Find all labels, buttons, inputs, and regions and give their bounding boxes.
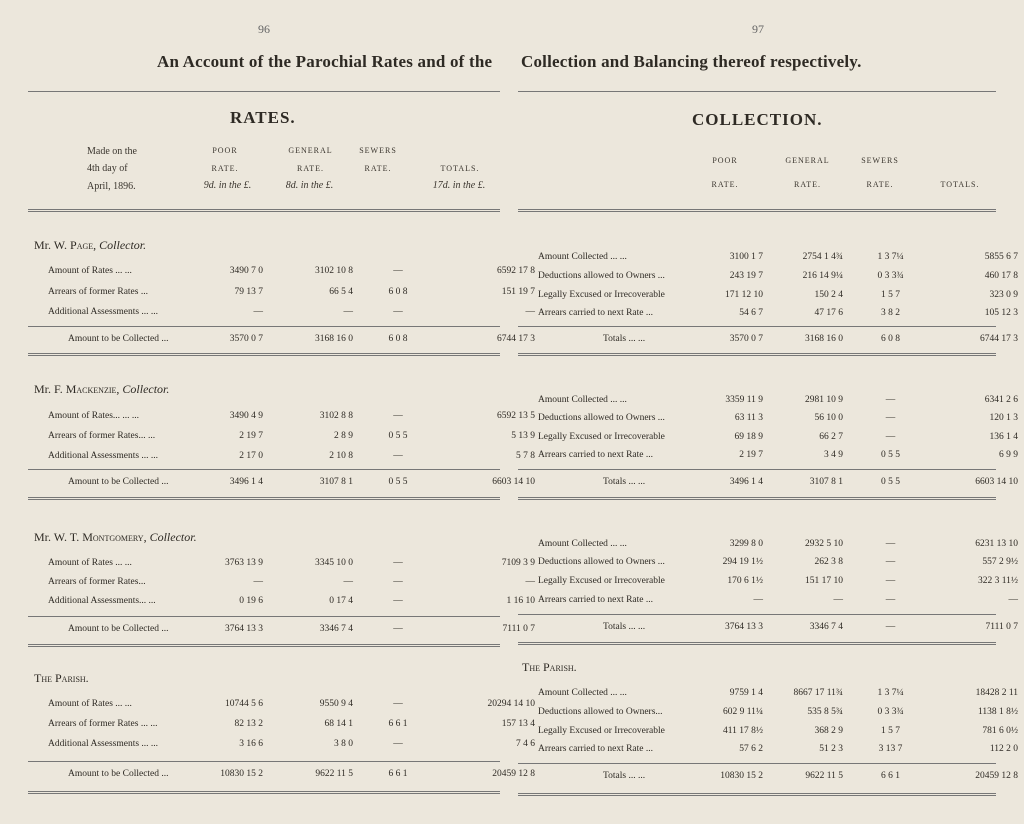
general-rate-value: —	[343, 307, 353, 317]
sewers-rate-value: 1 5 7	[881, 290, 900, 300]
row-label: Arrears of former Rates ...	[48, 287, 148, 297]
sewers-rate-value: —	[393, 307, 403, 317]
sewers-rate-value: —	[885, 395, 896, 405]
table-row	[538, 707, 1018, 722]
poor-rate-value: —	[253, 577, 263, 587]
row-label: Deductions allowed to Owners ...	[538, 413, 665, 423]
row-label: Legally Excused or Irrecoverable	[538, 290, 665, 300]
collector-name: Page,	[70, 238, 97, 252]
table-row	[538, 432, 1018, 447]
poor-rate-header-2: RATE.	[211, 164, 239, 173]
table-row	[538, 539, 1018, 554]
row-label: Additional Assessments ... ...	[48, 451, 159, 461]
total-value: 6603 14 10	[492, 477, 535, 487]
general-rate-value: 151 17 10	[805, 576, 843, 586]
general-rate-value: 368 2 9	[814, 726, 843, 736]
general-rate-value: 66 2 7	[819, 432, 843, 442]
divider	[518, 353, 996, 356]
divider	[518, 469, 996, 470]
collector-name: Montgomery,	[82, 530, 147, 544]
table-row	[48, 307, 535, 322]
total-value: 112 2 0	[989, 744, 1018, 754]
total-row-label: Totals ... ...	[603, 477, 646, 487]
row-label: Amount of Rates ... ...	[48, 266, 132, 276]
collector-role: Collector.	[149, 530, 197, 544]
sewers-rate-value: 6 0 8	[388, 287, 408, 297]
poor-rate-value: 3496 1 4	[729, 477, 763, 487]
row-label: Deductions allowed to Owners...	[538, 707, 663, 717]
general-rate-amount: 8d. in the £.	[285, 180, 334, 191]
total-value: 5 13 9	[511, 431, 535, 441]
sewers-rate-value: 0 3 3¾	[877, 271, 904, 281]
totals-header: TOTALS.	[440, 164, 480, 173]
row-label: Amount Collected ... ...	[538, 688, 627, 698]
poor-rate-value: 10830 15 2	[220, 769, 263, 779]
total-row	[603, 622, 1018, 637]
general-rate-header-2: RATE.	[794, 180, 821, 189]
table-row	[48, 596, 535, 611]
poor-rate-value: 10830 15 2	[720, 771, 763, 781]
total-value: 7 4 6	[516, 739, 535, 749]
general-rate-value: 9622 11 5	[805, 771, 843, 781]
sewers-rate-value: —	[393, 266, 403, 276]
general-rate-value: 3102 8 8	[319, 411, 353, 421]
table-row	[48, 577, 535, 592]
row-label: Arrears of former Rates...	[48, 577, 146, 587]
rates-heading: RATES.	[230, 108, 296, 127]
divider	[28, 326, 500, 327]
sewers-rate-value: —	[885, 576, 896, 586]
general-rate-value: 47 17 6	[814, 308, 843, 318]
total-value: —	[525, 577, 535, 587]
total-value: 557 2 9½	[982, 557, 1018, 567]
collector-role: Collector.	[99, 238, 147, 252]
general-rate-value: 3102 10 8	[315, 266, 353, 276]
sewers-rate-value: 1 3 7¼	[877, 688, 904, 698]
header-divider-left	[28, 209, 500, 212]
poor-rate-value: 294 19 1½	[722, 557, 763, 567]
total-value: 6341 2 6	[984, 395, 1018, 405]
divider	[28, 761, 500, 762]
table-row	[48, 411, 535, 426]
general-rate-value: 9550 9 4	[319, 699, 353, 709]
sewers-rate-value: 0 5 5	[388, 477, 408, 487]
divider	[518, 497, 996, 500]
total-row-label: Totals ... ...	[603, 334, 646, 344]
general-rate-value: 3168 16 0	[315, 334, 353, 344]
total-row	[68, 334, 535, 349]
collection-heading: COLLECTION.	[692, 110, 823, 129]
sewers-rate-value: —	[885, 595, 896, 605]
divider	[518, 326, 996, 327]
sewers-rate-value: —	[885, 432, 896, 442]
total-value: 20459 12 8	[492, 769, 535, 779]
page-title-right: Collection and Balancing thereof respectively.	[521, 52, 862, 71]
sewers-rate-value: —	[393, 451, 403, 461]
poor-rate-value: 63 11 3	[734, 413, 763, 423]
poor-rate-value: 54 6 7	[739, 308, 763, 318]
general-rate-value: —	[343, 577, 353, 587]
poor-rate-value: —	[253, 307, 263, 317]
table-row	[48, 739, 535, 754]
poor-rate-value: 10744 5 6	[225, 699, 263, 709]
general-rate-header-2: RATE.	[297, 164, 324, 173]
sewers-rate-value: 6 6 1	[388, 769, 408, 779]
sewers-rate-value: 6 6 1	[881, 771, 900, 781]
divider	[518, 763, 996, 764]
table-row	[538, 271, 1018, 286]
table-row	[538, 395, 1018, 410]
sewers-rate-value: 6 6 1	[388, 719, 408, 729]
total-value: 7109 3 9	[501, 558, 535, 568]
poor-rate-value: 2 19 7	[239, 431, 263, 441]
total-row	[603, 477, 1018, 492]
divider	[518, 614, 996, 615]
row-label: Arrears carried to next Rate ...	[538, 450, 654, 460]
total-value: 323 0 9	[989, 290, 1018, 300]
poor-rate-value: 2 17 0	[239, 451, 263, 461]
total-row	[68, 769, 535, 784]
poor-rate-value: 82 13 2	[234, 719, 263, 729]
total-row-label: Totals ... ...	[603, 622, 646, 632]
total-row	[68, 624, 535, 639]
page-number-left: 96	[258, 22, 270, 36]
general-rate-value: 3107 8 1	[319, 477, 353, 487]
total-value: 7111 0 7	[502, 624, 535, 634]
sewers-rate-value: —	[393, 739, 403, 749]
general-rate-value: 262 3 8	[814, 557, 843, 567]
poor-rate-value: 3570 0 7	[229, 334, 263, 344]
total-value: —	[525, 307, 535, 317]
table-row	[538, 413, 1018, 428]
general-rate-value: 0 17 4	[329, 596, 353, 606]
general-rate-value: 2981 10 9	[805, 395, 843, 405]
sewers-rate-header: SEWERS	[359, 146, 397, 155]
sewers-rate-header-2: RATE.	[364, 164, 392, 173]
divider	[28, 791, 500, 794]
sewers-rate-value: —	[885, 557, 896, 567]
sewers-rate-value: 0 5 5	[881, 450, 900, 460]
total-value: 322 3 11½	[977, 576, 1018, 586]
table-row	[538, 688, 1018, 703]
poor-rate-value: 3359 11 9	[725, 395, 763, 405]
made-on-label: Made on the	[87, 146, 137, 157]
row-label: Deductions allowed to Owners ...	[538, 271, 665, 281]
poor-rate-value: 0 19 6	[239, 596, 263, 606]
poor-rate-value: 243 19 7	[729, 271, 763, 281]
divider	[518, 793, 996, 796]
parish-heading-label: The Parish.	[522, 660, 577, 674]
sewers-rate-value: 0 3 3¾	[877, 707, 904, 717]
table-row	[48, 431, 535, 446]
collector-name: Mackenzie,	[65, 382, 120, 396]
poor-rate-value: 3764 13 3	[225, 624, 263, 634]
row-label: Arrears carried to next Rate ...	[538, 744, 654, 754]
row-label: Amount Collected ... ...	[538, 252, 627, 262]
sewers-rate-value: —	[885, 413, 896, 423]
table-row	[538, 290, 1018, 305]
general-rate-value: 535 8 5¾	[807, 707, 843, 717]
row-label: Arrears carried to next Rate ...	[538, 308, 654, 318]
total-row	[603, 771, 1018, 786]
total-value: 5 7 8	[516, 451, 535, 461]
collector-heading	[34, 530, 197, 545]
poor-rate-value: 3 16 6	[239, 739, 263, 749]
general-rate-value: 2 10 8	[329, 451, 353, 461]
poor-rate-value: 3496 1 4	[229, 477, 263, 487]
poor-rate-value: 411 17 8½	[722, 726, 763, 736]
general-rate-value: 56 10 0	[814, 413, 843, 423]
table-row	[538, 308, 1018, 323]
general-rate-value: 3107 8 1	[809, 477, 843, 487]
poor-rate-value: 171 12 10	[725, 290, 763, 300]
general-rate-value: 3168 16 0	[805, 334, 843, 344]
poor-rate-value: 3490 4 9	[229, 411, 263, 421]
row-label: Deductions allowed to Owners ...	[538, 557, 665, 567]
collector-prefix: Mr. F.	[34, 382, 66, 396]
total-row-label: Amount to be Collected ...	[68, 477, 169, 487]
general-rate-value: 8667 17 11¾	[793, 688, 843, 698]
divider	[28, 497, 500, 500]
sewers-rate-value: —	[393, 577, 403, 587]
table-row	[48, 287, 535, 302]
divider	[28, 469, 500, 470]
sewers-rate-value: 3 13 7	[878, 744, 903, 754]
total-value: 6 9 9	[999, 450, 1018, 460]
row-label: Amount of Rates... ... ...	[48, 411, 140, 421]
title-divider-right	[518, 91, 996, 92]
general-rate-value: 3346 7 4	[319, 624, 353, 634]
general-rate-value: 3 4 9	[824, 450, 843, 460]
poor-rate-value: 79 13 7	[234, 287, 263, 297]
totals-rate-amount: 17d. in the £.	[432, 180, 486, 191]
total-row	[603, 334, 1018, 349]
row-label: Arrears of former Rates... ...	[48, 431, 156, 441]
table-row	[48, 699, 535, 714]
total-value: 20294 14 10	[487, 699, 535, 709]
total-value: 7111 0 7	[985, 622, 1018, 632]
general-rate-value: 3346 7 4	[809, 622, 843, 632]
total-value: 151 19 7	[501, 287, 535, 297]
row-label: Amount of Rates ... ...	[48, 699, 132, 709]
sewers-rate-value: 6 0 8	[388, 334, 408, 344]
total-value: 105 12 3	[984, 308, 1018, 318]
general-rate-value: 9622 11 5	[315, 769, 353, 779]
total-value: 6231 13 10	[975, 539, 1018, 549]
table-row	[538, 557, 1018, 572]
row-label: Legally Excused or Irrecoverable	[538, 432, 665, 442]
table-row	[48, 719, 535, 734]
poor-rate-header-2: RATE.	[711, 180, 739, 189]
sewers-rate-value: 1 5 7	[881, 726, 900, 736]
general-rate-value: 3 8 0	[334, 739, 353, 749]
table-row	[538, 576, 1018, 591]
general-rate-value: 68 14 1	[324, 719, 353, 729]
general-rate-value: 2 8 9	[334, 431, 353, 441]
sewers-rate-header: SEWERS	[861, 156, 899, 165]
total-value: 157 13 4	[501, 719, 535, 729]
general-rate-value: 2754 1 4¾	[802, 252, 843, 262]
table-row	[48, 266, 535, 281]
general-rate-value: 66 5 4	[329, 287, 353, 297]
table-row	[538, 450, 1018, 465]
general-rate-value: 150 2 4	[814, 290, 843, 300]
poor-rate-value: 69 18 9	[734, 432, 763, 442]
sewers-rate-value: 0 5 5	[881, 477, 900, 487]
sewers-rate-value: 0 5 5	[388, 431, 408, 441]
totals-header: TOTALS.	[940, 180, 980, 189]
made-on-date-day: 4th day of	[87, 163, 128, 174]
row-label: Arrears of former Rates ... ...	[48, 719, 158, 729]
total-value: 120 1 3	[989, 413, 1018, 423]
sewers-rate-value: 1 3 7¼	[877, 252, 904, 262]
poor-rate-value: 3763 13 9	[225, 558, 263, 568]
poor-rate-header: POOR	[212, 146, 238, 155]
collector-heading	[34, 238, 146, 253]
row-label: Additional Assessments... ...	[48, 596, 156, 606]
table-row	[538, 744, 1018, 759]
sewers-rate-header-2: RATE.	[866, 180, 894, 189]
poor-rate-value: 3570 0 7	[729, 334, 763, 344]
collector-prefix: Mr. W. T.	[34, 530, 83, 544]
total-row-label: Amount to be Collected ...	[68, 769, 169, 779]
sewers-rate-value: —	[393, 558, 403, 568]
row-label: Additional Assessments ... ...	[48, 307, 159, 317]
poor-rate-value: 3299 8 0	[729, 539, 763, 549]
divider	[28, 644, 500, 647]
divider	[28, 353, 500, 356]
row-label: Legally Excused or Irrecoverable	[538, 576, 665, 586]
table-row	[538, 726, 1018, 741]
total-value: 5855 6 7	[984, 252, 1018, 262]
sewers-rate-value: —	[393, 624, 403, 634]
poor-rate-value: 2 19 7	[739, 450, 763, 460]
general-rate-header: GENERAL	[288, 146, 333, 155]
row-label: Additional Assessments ... ...	[48, 739, 159, 749]
parish-heading	[522, 660, 577, 675]
total-value: 460 17 8	[984, 271, 1018, 281]
poor-rate-value: 170 6 1½	[727, 576, 763, 586]
table-row	[48, 558, 535, 573]
table-row	[538, 252, 1018, 267]
divider	[28, 616, 500, 617]
sewers-rate-value: —	[393, 411, 403, 421]
poor-rate-amount: 9d. in the £.	[203, 180, 252, 191]
total-row-label: Amount to be Collected ...	[68, 624, 169, 634]
total-value: 1 16 10	[506, 596, 535, 606]
row-label: Legally Excused or Irrecoverable	[538, 726, 665, 736]
total-value: 6592 17 8	[497, 266, 535, 276]
poor-rate-value: 57 6 2	[739, 744, 763, 754]
title-divider-left	[28, 91, 500, 92]
collector-heading	[34, 671, 89, 686]
sewers-rate-value: 3 8 2	[881, 308, 900, 318]
total-value: 1138 1 8½	[977, 707, 1018, 717]
page-number-right: 97	[752, 22, 764, 36]
general-rate-value: 216 14 9¼	[802, 271, 843, 281]
table-row	[48, 451, 535, 466]
header-divider-right	[518, 209, 996, 212]
poor-rate-value: 3100 1 7	[729, 252, 763, 262]
collector-heading	[34, 382, 169, 397]
sewers-rate-value: 6 0 8	[881, 334, 900, 344]
total-value: 6603 14 10	[975, 477, 1018, 487]
poor-rate-value: 3764 13 3	[725, 622, 763, 632]
general-rate-value: 3345 10 0	[315, 558, 353, 568]
sewers-rate-value: —	[885, 622, 896, 632]
sewers-rate-value: —	[885, 539, 896, 549]
collector-role: Collector.	[122, 382, 170, 396]
general-rate-value: —	[833, 595, 843, 605]
poor-rate-value: 9759 1 4	[729, 688, 763, 698]
general-rate-value: 2932 5 10	[805, 539, 843, 549]
poor-rate-value: —	[753, 595, 763, 605]
sewers-rate-value: —	[393, 596, 403, 606]
total-row-label: Amount to be Collected ...	[68, 334, 169, 344]
general-rate-value: 51 2 3	[819, 744, 843, 754]
general-rate-header: GENERAL	[785, 156, 830, 165]
poor-rate-value: 3490 7 0	[229, 266, 263, 276]
total-value: 6744 17 3	[980, 334, 1018, 344]
total-value: 781 6 0½	[982, 726, 1018, 736]
total-value: 18428 2 11	[975, 688, 1018, 698]
collector-prefix: Mr. W.	[34, 238, 71, 252]
poor-rate-value: 602 9 11¼	[722, 707, 763, 717]
row-label: Amount of Rates ... ...	[48, 558, 132, 568]
total-value: 20459 12 8	[975, 771, 1018, 781]
sewers-rate-value: —	[393, 699, 403, 709]
total-row	[68, 477, 535, 492]
total-row-label: Totals ... ...	[603, 771, 646, 781]
total-value: 6592 13 5	[497, 411, 535, 421]
total-value: 6744 17 3	[497, 334, 535, 344]
parish-heading: The Parish.	[34, 671, 89, 685]
table-row	[538, 595, 1018, 610]
made-on-date-year: April, 1896.	[87, 181, 136, 192]
total-value: 136 1 4	[989, 432, 1018, 442]
row-label: Arrears carried to next Rate ...	[538, 595, 654, 605]
row-label: Amount Collected ... ...	[538, 395, 627, 405]
total-value: —	[1008, 595, 1018, 605]
poor-rate-header: POOR	[712, 156, 738, 165]
row-label: Amount Collected ... ...	[538, 539, 627, 549]
page-title-left: An Account of the Parochial Rates and of the	[157, 52, 493, 71]
divider	[518, 642, 996, 645]
